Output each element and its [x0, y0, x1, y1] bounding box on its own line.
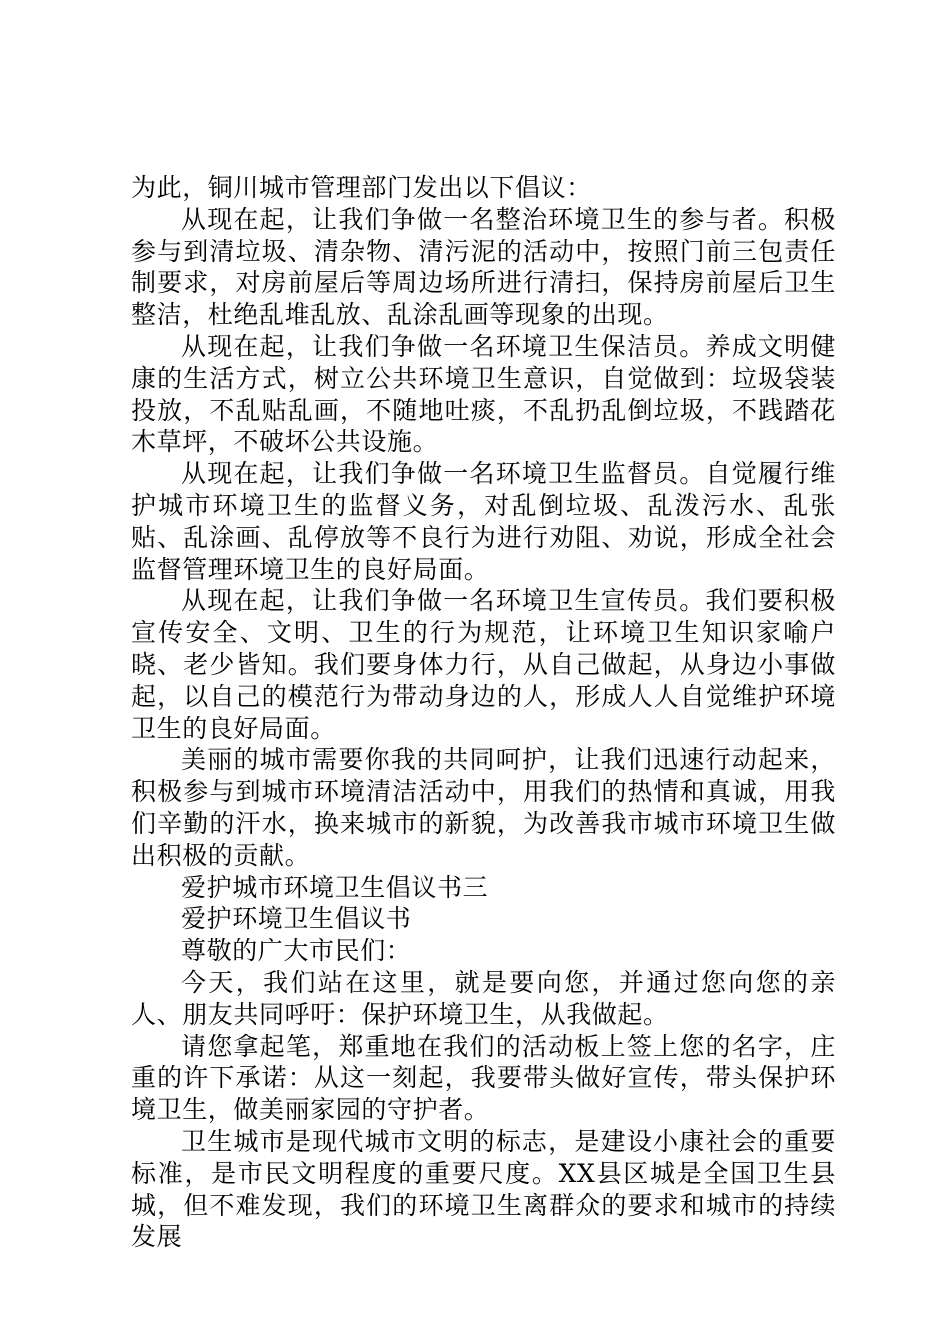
paragraph-health-city: 卫生城市是现代城市文明的标志，是建设小康社会的重要标准，是市民文明程度的重要尺度。XX县区城是全国卫生县城，但不难发现，我们的环境卫生离群众的要求和城市的持续发展 [131, 1126, 836, 1252]
document-body [131, 172, 836, 1253]
paragraph-participant: 从现在起，让我们争做一名整治环境卫生的参与者。积极参与到清垃圾、清杂物、清污泥的活动中，按照门前三包责任制要求，对房前屋后等周边场所进行清扫，保持房前屋后卫生整洁，杜绝乱堆乱放、乱涂乱画等现象的出现。 [131, 204, 836, 330]
paragraph-closing: 美丽的城市需要你我的共同呵护，让我们迅速行动起来，积极参与到城市环境清洁活动中，用我们的热情和真诚，用我们辛勤的汗水，换来城市的新貌，为改善我市城市环境卫生做出积极的贡献。 [131, 745, 836, 870]
paragraph-appeal: 今天，我们站在这里，就是要向您，并通过您向您的亲人、朋友共同呼吁：保护环境卫生，从我做起。 [131, 967, 836, 1029]
paragraph-supervisor: 从现在起，让我们争做一名环境卫生监督员。自觉履行维护城市环境卫生的监督义务，对乱倒垃圾、乱泼污水、乱张贴、乱涂画、乱停放等不良行为进行劝阻、劝说，形成全社会监督管理环境卫生的良好局面。 [131, 459, 836, 584]
paragraph-intro: 为此，铜川城市管理部门发出以下倡议： [131, 173, 592, 202]
section-heading: 爱护城市环境卫生倡议书三 [181, 872, 489, 902]
letter-title: 爱护环境卫生倡议书 [181, 904, 412, 934]
letter-salutation: 尊敬的广大市民们： [181, 936, 412, 966]
paragraph-pledge: 请您拿起笔，郑重地在我们的活动板上签上您的名字，庄重的许下承诺：从这一刻起，我要带头做好宣传，带头保护环境卫生，做美丽家园的守护者。 [131, 1031, 836, 1125]
paragraph-promoter: 从现在起，让我们争做一名环境卫生宣传员。我们要积极宣传安全、文明、卫生的行为规范，让环境卫生知识家喻户晓、老少皆知。我们要身体力行，从自己做起，从身边小事做起，以自己的模范行为带动身边的人，形成人人自觉维护环境卫生的良好局面。 [131, 586, 836, 743]
paragraph-cleaner: 从现在起，让我们争做一名环境卫生保洁员。养成文明健康的生活方式，树立公共环境卫生意识，自觉做到：垃圾袋装投放，不乱贴乱画，不随地吐痰，不乱扔乱倒垃圾，不践踏花木草坪，不破坏公共设施。 [131, 331, 836, 457]
